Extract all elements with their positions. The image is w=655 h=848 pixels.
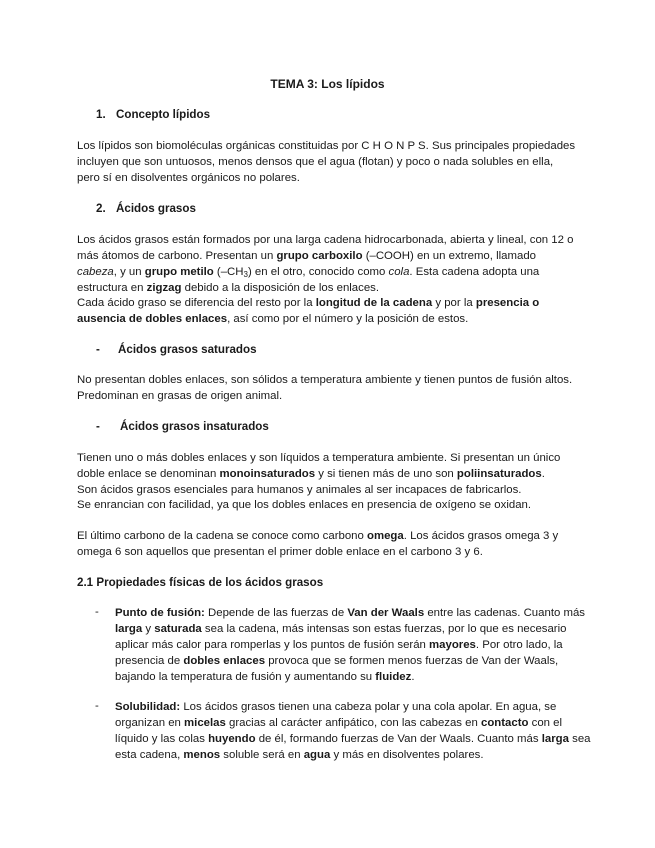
heading-dash: -: [96, 420, 100, 433]
bullet-dash: -: [95, 606, 99, 618]
paragraph-insaturados-definicion: Tienen uno o más dobles enlaces y son líquidos a temperatura ambiente. Si presentan un único doble enlace se denominan monoinsaturados y si tienen más de uno son poliinsaturados.: [77, 452, 561, 480]
heading-acidos-grasos: [96, 202, 196, 215]
bullet-dash: -: [95, 700, 99, 712]
heading-text: Concepto lípidos: [116, 108, 211, 121]
paragraph-insaturados-enrancian: Se enrancian con facilidad, ya que los dobles enlaces en presencia de oxígeno se oxidan.: [77, 499, 532, 511]
heading-dash: -: [96, 343, 100, 356]
paragraph-concepto: Los lípidos son biomoléculas orgánicas constituidas por C H O N P S. Sus principales propiedades incluyen que son untuosos, menos densos que el agua (flotan) y poco o nada solubles en ella, pero sí en disolventes orgánicos no polares.: [77, 140, 576, 184]
heading-text: Ácidos grasos: [116, 202, 196, 215]
heading-number: 2.: [96, 202, 106, 215]
list-item-punto-fusion: Punto de fusión: Depende de las fuerzas de Van der Waals entre las cadenas. Cuanto más larga y saturada sea la cadena, más intensas son estas fuerzas, por lo que es necesario aplicar más calor para romperlas y los puntos de fusión serán mayores. Por otro lado, la presencia de dobles enlaces provoca que se formen menos fuerzas de Van der Waals, bajando la temperatura de fusión y aumentando su fluidez.: [115, 607, 585, 683]
heading-acidos-saturados: [96, 343, 257, 356]
paragraph-saturados: No presentan dobles enlaces, son sólidos a temperatura ambiente y tienen puntos de fusión altos. Predominan en grasas de origen animal.: [77, 374, 573, 402]
paragraph-acidos-grasos-structure: Los ácidos grasos están formados por una larga cadena hidrocarbonada, abierta y lineal, con 12 o más átomos de carbono. Presentan un grupo carboxilo (–COOH) en un extremo, llamado cabeza, y un grupo metilo $(-CH_3)$ en el otro, conocido como cola. Esta cadena adopta una estructura en zigzag debido a la disposición de los enlaces.: [77, 234, 574, 294]
page-title: TEMA 3: Los lípidos: [270, 77, 385, 91]
paragraph-acidos-grasos-diferencias: Cada ácido graso se diferencia del resto por la longitud de la cadena y por la presencia o ausencia de dobles enlaces, así como por el número y la posición de estos.: [77, 297, 540, 325]
heading-acidos-insaturados: [96, 420, 269, 433]
heading-propiedades-fisicas: 2.1 Propiedades físicas de los ácidos grasos: [77, 576, 324, 589]
paragraph-omega: El último carbono de la cadena se conoce como carbono omega. Los ácidos grasos omega 3 y omega 6 son aquellos que presentan el primer doble enlace en el carbono 3 y 6.: [77, 530, 559, 558]
heading-concepto-lipidos: [96, 108, 210, 121]
heading-number: 1.: [96, 108, 106, 121]
heading-text: Ácidos grasos insaturados: [120, 420, 269, 433]
paragraph-insaturados-esenciales: Son ácidos grasos esenciales para humanos y animales al ser incapaces de fabricarlos.: [77, 484, 522, 496]
list-item-solubilidad: Solubilidad: Los ácidos grasos tienen una cabeza polar y una cola apolar. En agua, se organizan en micelas gracias al carácter anfipático, con las cabezas en contacto con el líquido y las colas huyendo de él, formando fuerzas de Van der Waals. Cuanto más larga sea esta cadena, menos soluble será en agua y más en disolventes polares.: [115, 701, 591, 761]
heading-text: Ácidos grasos saturados: [118, 343, 257, 356]
